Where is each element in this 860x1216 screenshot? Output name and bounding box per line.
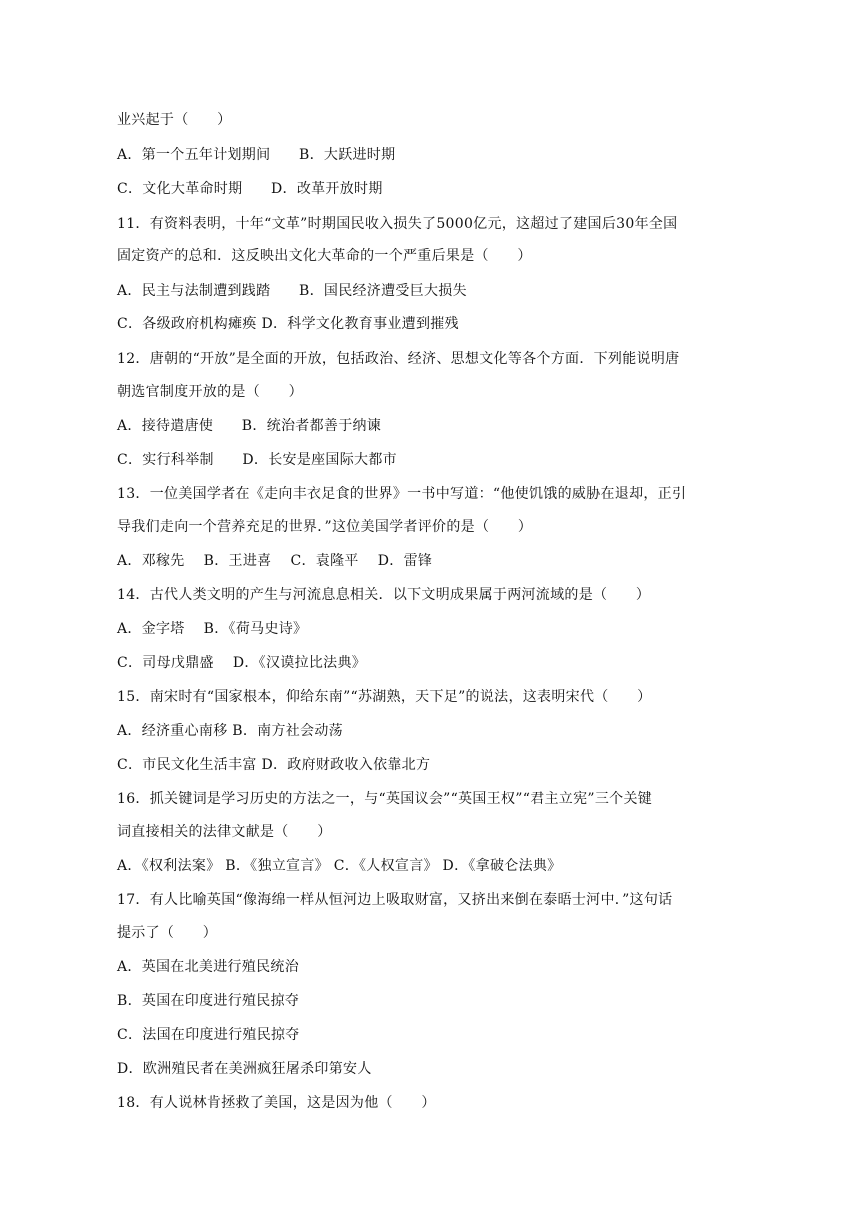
text-line: 朝选官制度开放的是（ ）: [117, 384, 303, 400]
question-11: 11．有资料表明，十年“文革”时期国民收入损失了5000亿元，这超过了建国后30年全国: [117, 216, 678, 232]
option-line: A．邓稼先 B．王进喜 C．袁隆平 D．雷锋: [117, 553, 433, 569]
question-13: 13．一位美国学者在《走向丰衣足食的世界》一书中写道：“他使饥饿的威胁在退却，正引: [117, 486, 687, 502]
question-12: 12．唐朝的“开放”是全面的开放，包括政治、经济、思想文化等各个方面．下列能说明唐: [117, 351, 680, 367]
option-line: A．英国在北美进行殖民统治: [117, 959, 300, 975]
question-15: 15．南宋时有“国家根本，仰给东南”“苏湖熟，天下足”的说法，这表明宋代（ ）: [117, 689, 652, 705]
option-line: A．《权利法案》 B．《独立宣言》 C．《人权宣言》 D．《拿破仑法典》: [117, 858, 562, 874]
option-line: C．实行科举制 D．长安是座国际大都市: [117, 452, 397, 468]
text-line: 业兴起于（ ）: [117, 112, 232, 128]
text-line: 词直接相关的法律文献是（ ）: [117, 824, 332, 840]
option-line: C．文化大革命时期 D．改革开放时期: [117, 181, 383, 197]
option-line: D．欧洲殖民者在美洲疯狂屠杀印第安人: [117, 1061, 372, 1077]
option-line: A．接待遣唐使 B．统治者都善于纳谏: [117, 418, 382, 434]
text-line: 导我们走向一个营养充足的世界．”这位美国学者评价的是（ ）: [117, 519, 533, 535]
option-line: C．各级政府机构瘫痪 D．科学文化教育事业遭到摧残: [117, 316, 459, 332]
question-18: 18．有人说林肯拯救了美国，这是因为他（ ）: [117, 1095, 436, 1111]
text-line: 提示了（ ）: [117, 925, 218, 941]
option-line: A．第一个五年计划期间 B．大跃进时期: [117, 147, 396, 163]
text-line: 固定资产的总和．这反映出文化大革命的一个严重后果是（ ）: [117, 248, 532, 264]
option-line: C．法国在印度进行殖民掠夺: [117, 1027, 300, 1043]
option-line: A．经济重心南移 B．南方社会动荡: [117, 723, 343, 739]
option-line: A．金字塔 B．《荷马史诗》: [117, 621, 308, 637]
option-line: C．市民文化生活丰富 D．政府财政收入依靠北方: [117, 757, 431, 773]
option-line: B．英国在印度进行殖民掠夺: [117, 993, 300, 1009]
question-16: 16．抓关键词是学习历史的方法之一，与“英国议会”“英国王权”“君主立宪”三个关键: [117, 791, 653, 807]
question-17: 17．有人比喻英国“像海绵一样从恒河边上吸取财富，又挤出来倒在泰晤士河中．”这句话: [117, 892, 673, 908]
option-line: C．司母戊鼎盛 D．《汉谟拉比法典》: [117, 655, 367, 671]
option-line: A．民主与法制遭到践踏 B．国民经济遭受巨大损失: [117, 283, 467, 299]
question-14: 14．古代人类文明的产生与河流息息相关．以下文明成果属于两河流域的是（ ）: [117, 587, 651, 603]
